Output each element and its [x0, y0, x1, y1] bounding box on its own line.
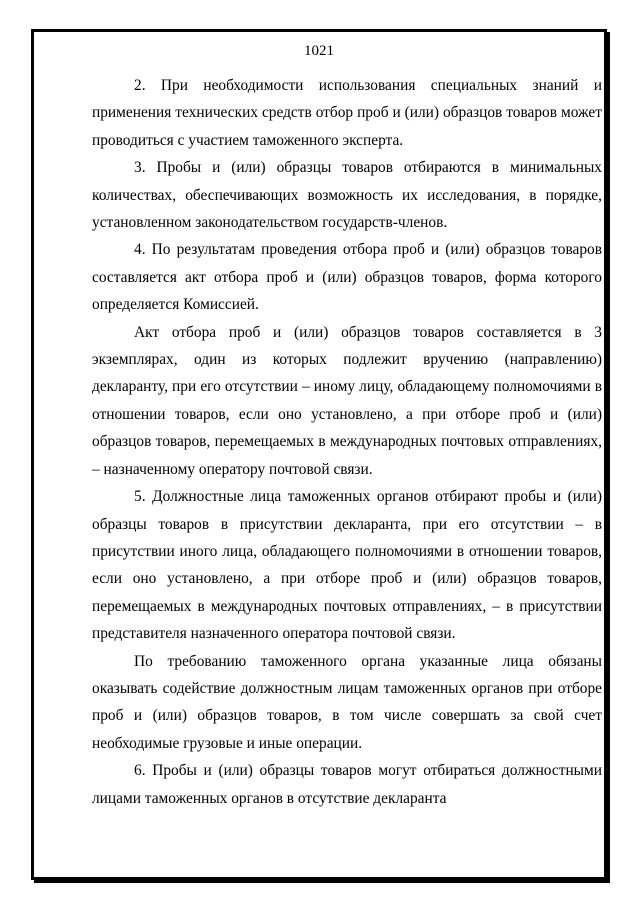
page-number: 1021: [304, 43, 334, 59]
paragraph-assistance: По требованию таможенного органа указанные лица обязаны оказывать содействие должностным лицам таможенных органов при отборе проб и (или) образцов товаров, в том числе совершать за свой счет необходимые грузовые и иные операции.: [92, 652, 602, 752]
paragraph-item-2: 2. При необходимости использования специальных знаний и применения технических средств отбор проб и (или) образцов товаров может проводиться с участием таможенного эксперта.: [92, 77, 602, 149]
paragraph-item-6: 6. Пробы и (или) образцы товаров могут отбираться должностными лицами таможенных органов в отсутствие декларанта: [92, 762, 602, 807]
document-body: [92, 72, 602, 812]
page-frame: [31, 29, 607, 880]
paragraph-item-3: 3. Пробы и (или) образцы товаров отбираются в минимальных количествах, обеспечивающих возможность их исследования, в порядке, установленном законодательством государств-членов.: [92, 159, 602, 232]
paragraph-item-4: 4. По результатам проведения отбора проб и (или) образцов товаров составляется акт отбора проб и (или) образцов товаров, форма которого определяется Комиссией.: [92, 241, 602, 314]
paragraph-item-5: 5. Должностные лица таможенных органов отбирают пробы и (или) образцы товаров в присутствии декларанта, при его отсутствии – в присутствии иного лица, обладающего полномочиями в отношении товаров, если оно установлено, а при отборе проб и (или) образцов товаров, перемещаемых в международных почтовых отправлениях, – в присутствии представителя назначенного оператора почтовой связи.: [92, 488, 602, 643]
paragraph-act-copies: Акт отбора проб и (или) образцов товаров составляется в 3 экземплярах, один из которых подлежит вручению (направлению) декларанту, при его отсутствии – иному лицу, обладающему полномочиями в отношении товаров, если оно установлено, а при отборе проб и (или) образцов товаров, перемещаемых в международных почтовых отправлениях, – назначенному оператору почтовой связи.: [92, 323, 602, 478]
